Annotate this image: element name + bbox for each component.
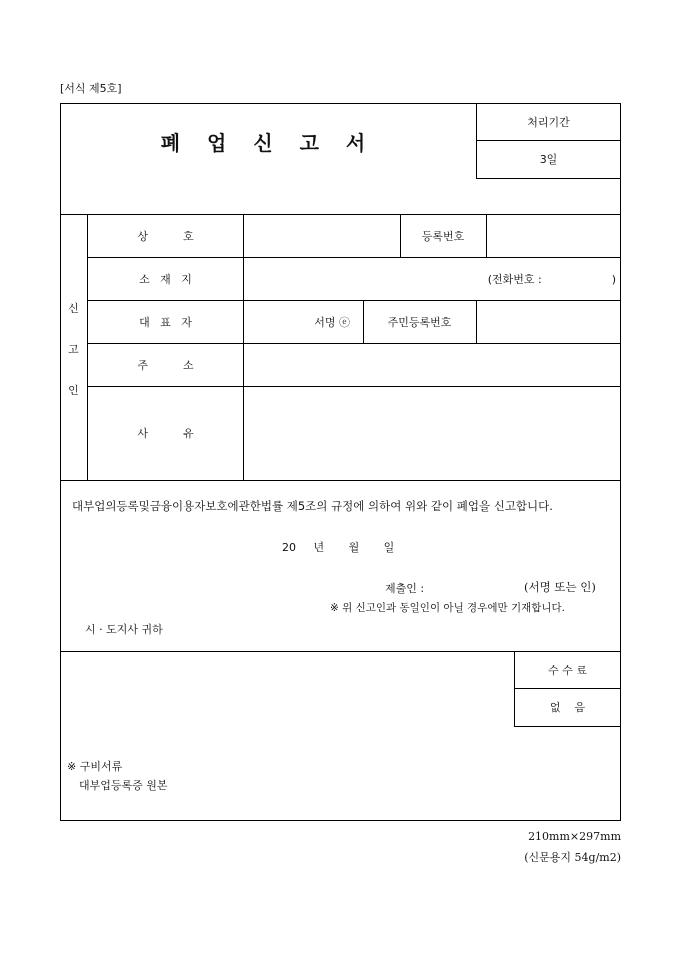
resident-number-label: 주민등록번호 (387, 315, 452, 329)
applicant-label-char: 인 (68, 384, 79, 397)
processing-period-label: 처리기간 (527, 115, 570, 129)
paper-type: (신문용지 54g/m2) (524, 851, 621, 864)
reason-field[interactable] (244, 387, 620, 479)
address-field[interactable] (244, 344, 620, 385)
reason-label: 사 유 (137, 427, 194, 440)
paper-size: 210mm×297mm (528, 830, 621, 843)
reg-number-field[interactable] (486, 215, 620, 256)
submitter-sign: (서명 또는 인) (524, 580, 596, 594)
location-label: 소 재 지 (139, 272, 192, 286)
applicant-label-char: 신 (68, 302, 79, 315)
fee-value: 없 음 (549, 701, 586, 714)
address-label: 주 소 (137, 358, 194, 372)
resident-number-field[interactable] (477, 301, 620, 342)
divider (514, 726, 621, 727)
form-number: [서식 제5호] (60, 82, 122, 95)
reg-number-label: 등록번호 (421, 229, 465, 243)
declaration-note: ※ 위 신고인과 동일인이 아닐 경우에만 기재합니다. (330, 602, 566, 614)
trade-name-field[interactable] (244, 215, 399, 256)
processing-period-value: 3일 (539, 153, 558, 166)
phone-field[interactable]: (전화번호 : ) (487, 272, 616, 286)
divider (476, 178, 621, 179)
documents-heading: ※ 구비서류 (67, 760, 123, 773)
trade-name-label: 상 호 (137, 229, 194, 243)
representative-label: 대 표 자 (139, 315, 192, 329)
recipient: 시 · 도지사 귀하 (85, 623, 163, 636)
declaration-date: 20 년 월 일 (282, 541, 395, 554)
documents-item: 대부업등록증 원본 (79, 779, 168, 792)
applicant-label-char: 고 (68, 343, 79, 356)
divider (60, 480, 621, 481)
declaration-statement: 대부업의등록및금융이용자보호에관한법률 제5조의 규정에 의하여 위와 같이 폐업을 신고합니다. (72, 499, 553, 513)
form-title: 폐 업 신 고 서 (160, 130, 376, 155)
submitter-label: 제출인 : (385, 582, 425, 595)
fee-label: 수 수 료 (548, 663, 587, 677)
signature-mark[interactable]: 서명 ⓔ (314, 315, 350, 329)
